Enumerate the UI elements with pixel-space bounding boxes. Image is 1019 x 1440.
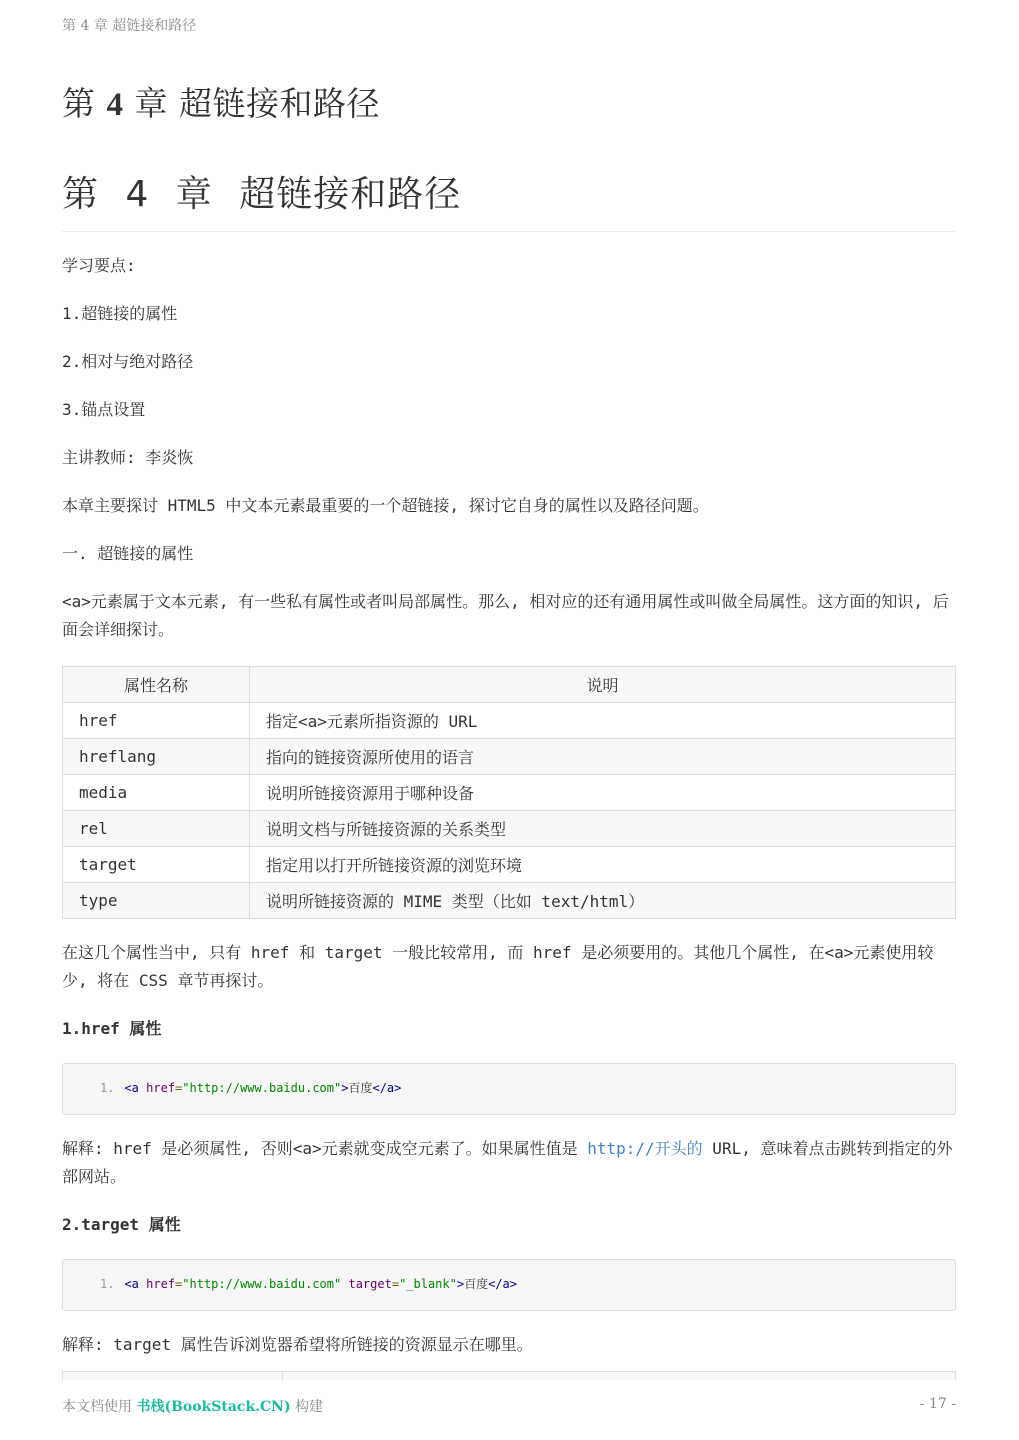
href-explanation <box>62 1135 956 1191</box>
footer-prefix: 本文档使用 <box>62 1399 137 1415</box>
chapter-title-suffix: 章 超链接和路径 <box>123 84 380 123</box>
table-cell-attr: href <box>63 703 250 739</box>
code-value: "http://www.baidu.com" <box>182 1081 342 1095</box>
point-3: 3.锚点设置 <box>62 400 146 419</box>
table-cell-attr: target <box>63 847 250 883</box>
code-value-href: "http://www.baidu.com" <box>182 1277 342 1291</box>
code-eq: = <box>175 1277 183 1291</box>
footer-suffix: 构建 <box>290 1399 324 1415</box>
next-table-partial <box>62 1371 956 1380</box>
chapter-title-prefix: 第 <box>62 84 107 123</box>
section1-desc: <a>元素属于文本元素, 有一些私有属性或者叫局部属性。那么, 相对应的还有通用属性或叫做全局属性。这方面的知识, 后面会详细探讨。 <box>62 592 949 639</box>
page-heading: 第 4 章 超链接和路径 <box>62 166 956 232</box>
teacher-line: 主讲教师: 李炎恢 <box>62 448 194 467</box>
target-explanation: 解释: target 属性告诉浏览器希望将所链接的资源显示在哪里。 <box>62 1335 533 1354</box>
chapter-title-number: 4 <box>106 87 124 123</box>
table-header-name: 属性名称 <box>63 667 250 703</box>
table-row <box>63 811 956 847</box>
line-number: 1. <box>100 1081 115 1095</box>
table-cell-attr: media <box>63 775 250 811</box>
table-cell-desc: 说明所链接资源的 MIME 类型（比如 text/html） <box>250 883 956 919</box>
table-row <box>63 883 956 919</box>
attribute-table <box>62 666 956 919</box>
table-cell-desc: 指向的链接资源所使用的语言 <box>250 739 956 775</box>
table-row <box>63 703 956 739</box>
table-cell-desc: 指定用以打开所链接资源的浏览环境 <box>250 847 956 883</box>
href-explain-after: URL, 意味着点击跳转到指定的外部网站。 <box>62 1139 953 1186</box>
table-cell-attr: type <box>63 883 250 919</box>
href-explain-before: 解释: href 是必须属性, 否则<a>元素就变成空元素了。如果属性值是 <box>62 1139 588 1158</box>
footer <box>62 1396 956 1416</box>
code-text: 百度 <box>348 1081 373 1095</box>
table-divider <box>282 1372 283 1381</box>
table-row <box>63 775 956 811</box>
table-cell-desc: 说明文档与所链接资源的关系类型 <box>250 811 956 847</box>
chapter-title <box>62 78 380 125</box>
code-attr: href <box>146 1081 176 1095</box>
footer-brand-link[interactable]: 书栈(BookStack.CN) <box>136 1399 291 1415</box>
line-number: 1. <box>100 1277 115 1291</box>
table-cell-desc: 说明所链接资源用于哪种设备 <box>250 775 956 811</box>
after-table-paragraph: 在这几个属性当中, 只有 href 和 target 一般比较常用, 而 href 是必须要用的。其他几个属性, 在<a>元素使用较少, 将在 CSS 章节再探讨。 <box>62 943 934 990</box>
main-content <box>62 166 956 1359</box>
running-header: 第 4 章 超链接和路径 <box>62 18 197 34</box>
chapter-summary: 本章主要探讨 HTML5 中文本元素最重要的一个超链接, 探讨它自身的属性以及路径问题。 <box>62 496 709 515</box>
code-attr-target: target <box>348 1277 392 1291</box>
code-bracket: > <box>341 1081 349 1095</box>
point-1: 1.超链接的属性 <box>62 304 178 323</box>
http-link[interactable]: http://开头的 <box>587 1139 703 1158</box>
table-row <box>63 847 956 883</box>
code-bracket: > <box>456 1277 465 1291</box>
table-row <box>63 739 956 775</box>
code-eq: = <box>175 1081 183 1095</box>
code-tag-open: <a <box>124 1277 139 1291</box>
href-code-block <box>62 1063 956 1115</box>
table-cell-attr: rel <box>63 811 250 847</box>
table-header-desc: 说明 <box>250 667 956 703</box>
point-2: 2.相对与绝对路径 <box>62 352 194 371</box>
table-cell-desc: 指定<a>元素所指资源的 URL <box>250 703 956 739</box>
code-attr-href: href <box>146 1277 176 1291</box>
target-heading: 2.target 属性 <box>62 1215 181 1234</box>
href-heading: 1.href 属性 <box>62 1019 162 1038</box>
code-tag-open: <a <box>124 1081 139 1095</box>
code-tag-close: </a> <box>488 1277 518 1291</box>
section1-heading: 一. 超链接的属性 <box>62 544 194 563</box>
target-code-block <box>62 1259 956 1311</box>
code-value-target: "_blank" <box>399 1277 457 1291</box>
code-tag-close: </a> <box>372 1081 402 1095</box>
table-header-row <box>63 667 956 703</box>
table-cell-attr: hreflang <box>63 739 250 775</box>
code-eq: = <box>391 1277 400 1291</box>
page-number: - 17 - <box>919 1396 956 1412</box>
code-text: 百度 <box>464 1277 489 1291</box>
points-label: 学习要点: <box>62 256 136 275</box>
